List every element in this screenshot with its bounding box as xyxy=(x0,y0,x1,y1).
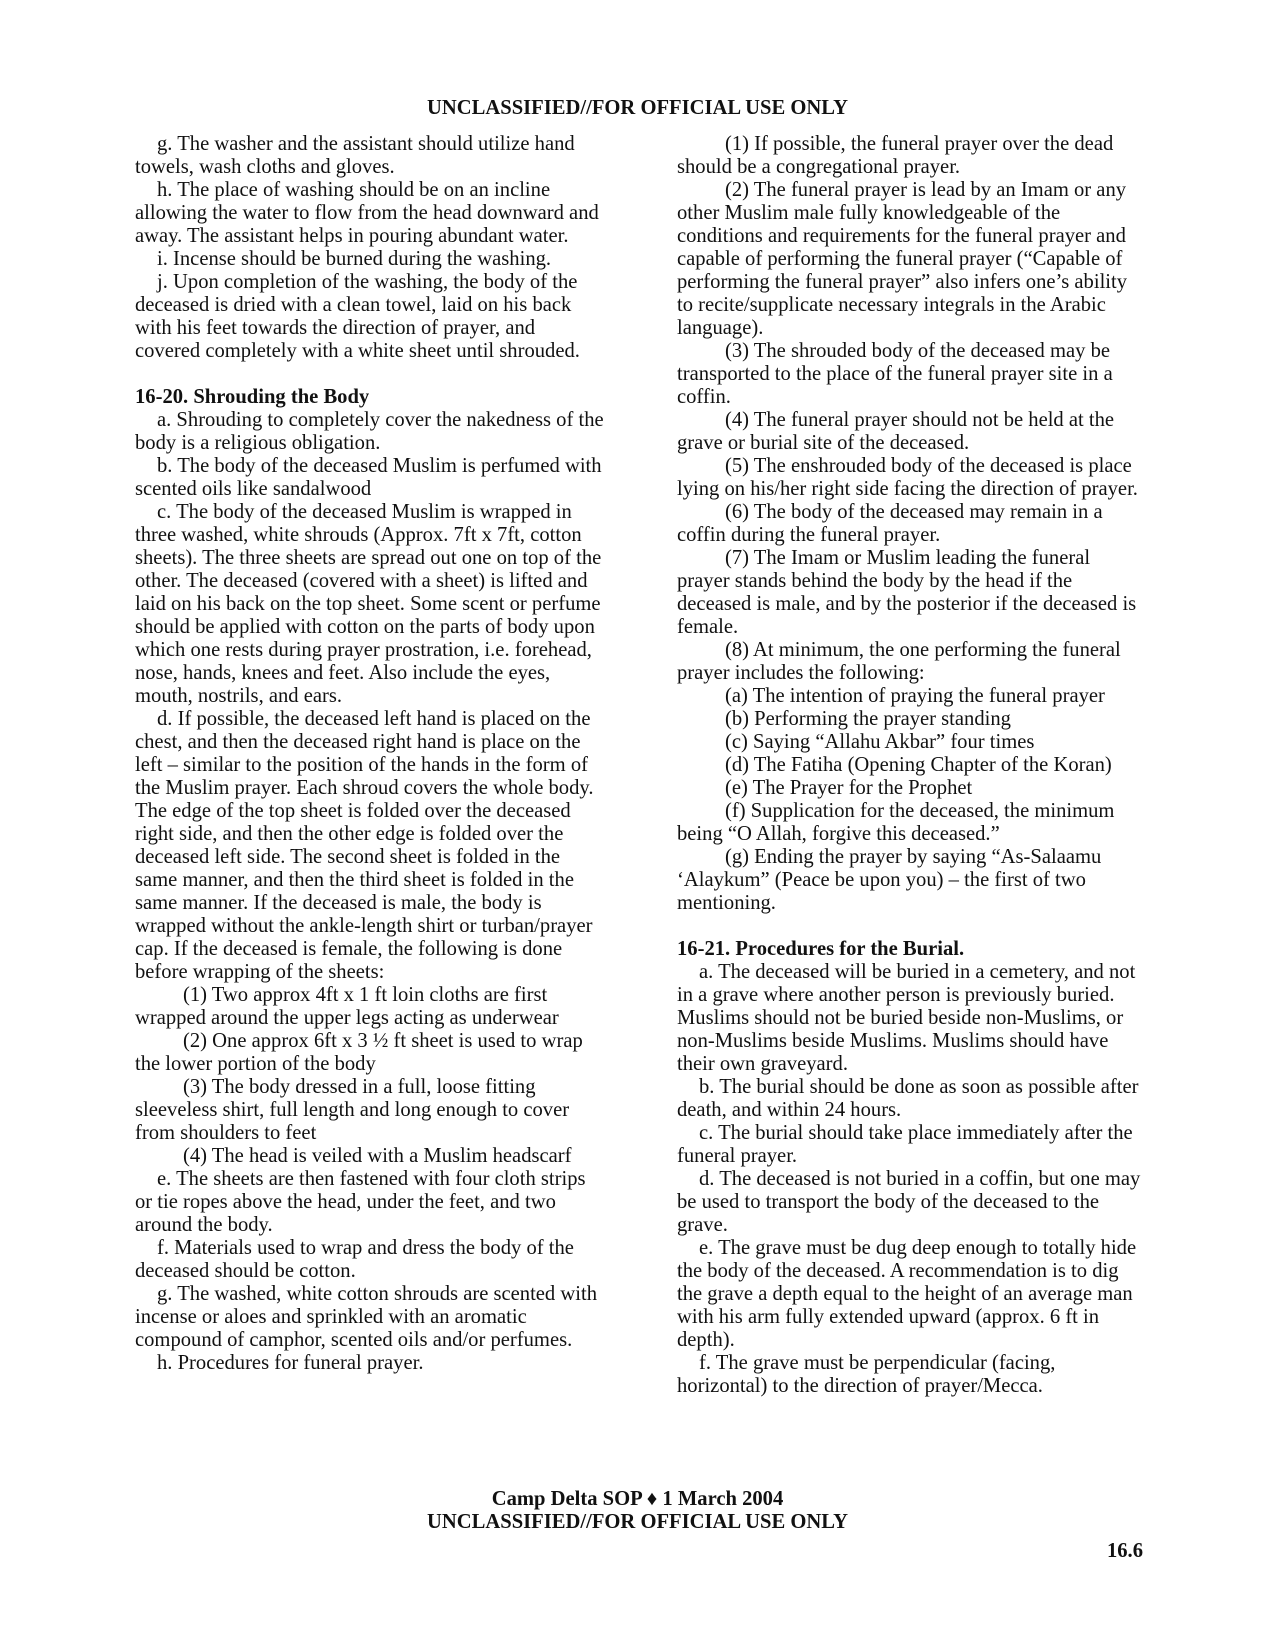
right-column xyxy=(677,133,1145,1398)
paragraph-h: h. The place of washing should be on an incline allowing the water to flow from the head downward and away. The assistant helps in pouring abundant water. xyxy=(135,179,599,247)
funeral-prayer-item-5: (5) The enshrouded body of the deceased is place lying on his/her right side facing the direction of prayer. xyxy=(677,455,1138,500)
funeral-prayer-item-4: (4) The funeral prayer should not be held at the grave or burial site of the deceased. xyxy=(677,409,1115,454)
paragraph-i: i. Incense should be burned during the washing. xyxy=(157,248,552,270)
shrouding-subitem-2: (2) One approx 6ft x 3 ½ ft sheet is used to wrap the lower portion of the body xyxy=(135,1030,583,1075)
paragraph-j: j. Upon completion of the washing, the body of the deceased is dried with a clean towel, laid on his back with his feet towards the direction of prayer, and covered completely with a white sheet until shrouded. xyxy=(135,271,580,362)
burial-paragraph-b: b. The burial should be done as soon as possible after death, and within 24 hours. xyxy=(677,1076,1139,1121)
shrouding-paragraph-g: g. The washed, white cotton shrouds are scented with incense or aloes and sprinkled with an aromatic compound of camphor, scented oils and/or perfumes. xyxy=(135,1283,597,1351)
funeral-prayer-item-1: (1) If possible, the funeral prayer over the dead should be a congregational prayer. xyxy=(677,133,1114,178)
funeral-prayer-subitem-e: (e) The Prayer for the Prophet xyxy=(725,777,973,799)
shrouding-subitem-4: (4) The head is veiled with a Muslim headscarf xyxy=(183,1145,572,1167)
shrouding-subitem-1: (1) Two approx 4ft x 1 ft loin cloths are first wrapped around the upper legs acting as underwear xyxy=(135,984,559,1029)
shrouding-paragraph-b: b. The body of the deceased Muslim is perfumed with scented oils like sandalwood xyxy=(135,455,602,500)
burial-paragraph-c: c. The burial should take place immediately after the funeral prayer. xyxy=(677,1122,1133,1167)
paragraph-g: g. The washer and the assistant should utilize hand towels, wash cloths and gloves. xyxy=(135,133,575,178)
shrouding-paragraph-d: d. If possible, the deceased left hand is placed on the chest, and then the deceased right hand is place on the left – similar to the position of the hands in the form of the Muslim prayer. Each shroud covers the whole body. The edge of the top sheet is folded over the deceased right side, and then the other edge is folded over the deceased left side. The second sheet is folded in the same manner, and then the third sheet is folded in the same manner. If the deceased is male, the body is wrapped without the ankle-length shirt or turban/prayer cap. If the deceased is female, the following is done before wrapping of the sheets: xyxy=(135,708,594,983)
classification-footer: UNCLASSIFIED//FOR OFFICIAL USE ONLY xyxy=(427,1511,848,1533)
funeral-prayer-item-6: (6) The body of the deceased may remain in a coffin during the funeral prayer. xyxy=(677,501,1103,546)
section-heading-16-21: 16-21. Procedures for the Burial. xyxy=(677,938,965,960)
burial-paragraph-d: d. The deceased is not buried in a coffin, but one may be used to transport the body of the deceased to the grave. xyxy=(677,1168,1141,1236)
funeral-prayer-subitem-c: (c) Saying “Allahu Akbar” four times xyxy=(725,731,1035,753)
shrouding-paragraph-h: h. Procedures for funeral prayer. xyxy=(157,1352,424,1374)
funeral-prayer-subitem-b: (b) Performing the prayer standing xyxy=(725,708,1011,730)
footer-source: Camp Delta SOP ♦ 1 March 2004 xyxy=(491,1488,784,1510)
burial-paragraph-f: f. The grave must be perpendicular (facing, horizontal) to the direction of prayer/Mecca. xyxy=(677,1352,1056,1397)
shrouding-paragraph-c: c. The body of the deceased Muslim is wrapped in three washed, white shrouds (Approx. 7ft x 7ft, cotton sheets). The three sheets are spread out one on top of the other. The deceased (covered with a sheet) is lifted and laid on his back on the top sheet. Some scent or perfume should be applied with cotton on the parts of body upon which one rests during prayer prostration, i.e. forehead, nose, hands, knees and feet. Also include the eyes, mouth, nostrils, and ears. xyxy=(135,501,602,707)
shrouding-paragraph-e: e. The sheets are then fastened with four cloth strips or tie ropes above the head, under the feet, and two around the body. xyxy=(135,1168,586,1236)
burial-paragraph-a: a. The deceased will be buried in a cemetery, and not in a grave where another person is previously buried. Muslims should not be buried beside non-Muslims, or non-Muslims beside Muslims. Muslims should have their own graveyard. xyxy=(677,961,1136,1075)
shrouding-paragraph-f: f. Materials used to wrap and dress the body of the deceased should be cotton. xyxy=(135,1237,574,1282)
classification-header: UNCLASSIFIED//FOR OFFICIAL USE ONLY xyxy=(427,97,848,119)
funeral-prayer-item-3: (3) The shrouded body of the deceased may be transported to the place of the funeral prayer site in a coffin. xyxy=(677,340,1113,408)
section-heading-16-20: 16-20. Shrouding the Body xyxy=(135,386,370,408)
funeral-prayer-subitem-d: (d) The Fatiha (Opening Chapter of the Koran) xyxy=(725,754,1112,776)
funeral-prayer-item-2: (2) The funeral prayer is lead by an Imam or any other Muslim male fully knowledgeable of the conditions and requirements for the funeral prayer and capable of performing the funeral prayer (“Capable of performing the funeral prayer” also infers one’s ability to recite/supplicate necessary integrals in the Arabic language). xyxy=(677,179,1128,339)
funeral-prayer-subitem-f: (f) Supplication for the deceased, the minimum being “O Allah, forgive this deceased.” xyxy=(677,800,1115,845)
burial-paragraph-e: e. The grave must be dug deep enough to totally hide the body of the deceased. A recommendation is to dig the grave a depth equal to the height of an average man with his arm fully extended upward (approx. 6 ft in depth). xyxy=(677,1237,1137,1351)
page-number: 16.6 xyxy=(1106,1540,1143,1562)
shrouding-paragraph-a: a. Shrouding to completely cover the nakedness of the body is a religious obligation. xyxy=(135,409,604,454)
funeral-prayer-item-8: (8) At minimum, the one performing the funeral prayer includes the following: xyxy=(677,639,1121,684)
funeral-prayer-item-7: (7) The Imam or Muslim leading the funeral prayer stands behind the body by the head if the deceased is male, and by the posterior if the deceased is female. xyxy=(677,547,1137,638)
funeral-prayer-subitem-a: (a) The intention of praying the funeral prayer xyxy=(725,685,1105,707)
funeral-prayer-subitem-g: (g) Ending the prayer by saying “As-Salaamu ‘Alaykum” (Peace be upon you) – the first of two mentioning. xyxy=(677,846,1102,914)
shrouding-subitem-3: (3) The body dressed in a full, loose fitting sleeveless shirt, full length and long enough to cover from shoulders to feet xyxy=(135,1076,570,1144)
left-column xyxy=(135,133,605,1375)
